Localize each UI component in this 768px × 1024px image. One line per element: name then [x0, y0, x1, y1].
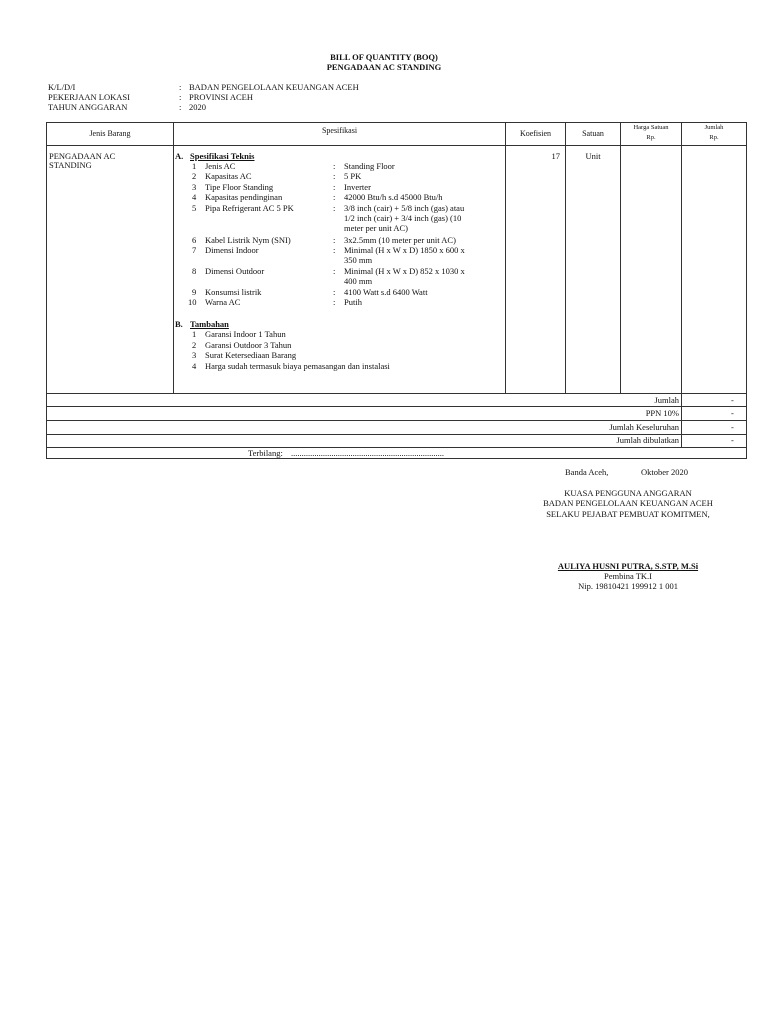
spec-name: Kapasitas pendinginan: [205, 192, 283, 202]
spec-name: Pipa Refrigerant AC 5 PK: [205, 203, 294, 213]
header-sep: :: [179, 102, 182, 112]
col-header-harga-unit: Rp.: [646, 134, 656, 141]
row-divider: [47, 420, 746, 421]
spec-sep: :: [333, 287, 336, 297]
spec-value: 4100 Watt s.d 6400 Watt: [344, 287, 428, 297]
spec-sep: :: [333, 182, 336, 192]
item-jenis-line2: STANDING: [49, 160, 92, 170]
spec-value-cont: 350 mm: [344, 255, 373, 265]
total-value-keseluruhan: -: [731, 422, 734, 432]
tambahan-text: Harga sudah termasuk biaya pemasangan dan instalasi: [205, 361, 390, 371]
col-divider: [681, 123, 682, 448]
item-jenis: PENGADAAN AC: [49, 151, 116, 161]
spec-name: Warna AC: [205, 297, 241, 307]
header-value-lokasi: PROVINSI ACEH: [189, 92, 253, 102]
spec-sep: :: [333, 203, 336, 213]
spec-value: 3/8 inch (cair) + 5/8 inch (gas) atau: [344, 203, 465, 213]
header-sep: :: [179, 82, 182, 92]
total-value-dibulatkan: -: [731, 435, 734, 445]
spec-name: Dimensi Indoor: [205, 245, 259, 255]
header-value-kldi: BADAN PENGELOLAAN KEUANGAN ACEH: [189, 82, 359, 92]
terbilang-label: Terbilang:: [248, 448, 283, 458]
total-label-ppn: PPN 10%: [645, 408, 679, 418]
tambahan-text: Surat Ketersediaan Barang: [205, 350, 297, 360]
spec-sep: :: [333, 161, 336, 171]
col-header-jenis: Jenis Barang: [89, 129, 131, 138]
spec-name: Kabel Listrik Nym (SNI): [205, 235, 291, 245]
signature-date: Oktober 2020: [641, 467, 688, 477]
spec-name: Kapasitas AC: [205, 171, 252, 181]
spec-sep: :: [333, 235, 336, 245]
spec-name: Dimensi Outdoor: [205, 266, 265, 276]
spec-sep: :: [333, 297, 336, 307]
total-value-ppn: -: [731, 408, 734, 418]
header-row-divider: [47, 145, 746, 146]
col-header-jumlah: Jumlah: [704, 124, 724, 131]
spec-value: 5 PK: [344, 171, 362, 181]
header-label-tahun: TAHUN ANGGARAN: [48, 102, 128, 112]
spec-name: Tipe Floor Standing: [205, 182, 274, 192]
spec-sep: :: [333, 245, 336, 255]
spec-value: Putih: [344, 297, 362, 307]
section-a-label: A.: [175, 151, 184, 161]
col-header-koefisien: Koefisien: [519, 129, 552, 138]
header-value-tahun: 2020: [189, 102, 206, 112]
spec-value-cont: meter per unit AC): [344, 223, 408, 233]
spec-no: 5: [192, 203, 197, 213]
spec-no: 10: [188, 297, 197, 307]
total-label-jumlah: Jumlah: [654, 395, 679, 405]
header-label-lokasi: PEKERJAAN LOKASI: [48, 92, 130, 102]
tambahan-text: Garansi Indoor 1 Tahun: [205, 329, 286, 339]
terbilang-value: ........................................................................: [291, 448, 444, 458]
col-header-jumlah-unit: Rp.: [709, 134, 719, 141]
spec-no: 1: [192, 161, 197, 171]
spec-name: Konsumsi listrik: [205, 287, 262, 297]
spec-no: 7: [192, 245, 197, 255]
tambahan-no: 4: [192, 361, 197, 371]
col-header-satuan: Satuan: [582, 129, 604, 138]
spec-value: 42000 Btu/h s.d 45000 Btu/h: [344, 192, 443, 202]
spec-no: 9: [192, 287, 197, 297]
spec-value-cont: 1/2 inch (cair) + 3/4 inch (gas) (10: [344, 213, 462, 223]
tambahan-no: 3: [192, 350, 197, 360]
total-label-dibulatkan: Jumlah dibulatkan: [616, 435, 679, 445]
total-value-jumlah: -: [731, 395, 734, 405]
spec-sep: :: [333, 171, 336, 181]
tambahan-no: 1: [192, 329, 197, 339]
signature-role-3: SELAKU PEJABAT PEMBUAT KOMITMEN,: [546, 509, 710, 519]
col-divider: [505, 123, 506, 393]
col-divider: [620, 123, 621, 393]
spec-no: 8: [192, 266, 197, 276]
header-label-kldi: K/L/D/I: [48, 82, 76, 92]
spec-value: Standing Floor: [344, 161, 395, 171]
section-b-title: Tambahan: [190, 319, 229, 329]
signature-place: Banda Aceh,: [565, 467, 609, 477]
section-b-label: B.: [175, 319, 183, 329]
item-satuan: Unit: [585, 151, 601, 161]
tambahan-text: Garansi Outdoor 3 Tahun: [205, 340, 292, 350]
signatory-name: AULIYA HUSNI PUTRA, S.STP, M.Si: [557, 561, 699, 571]
section-a-title: Spesifikasi Teknis: [190, 151, 255, 161]
spec-value: Minimal (H x W x D) 1850 x 600 x: [344, 245, 465, 255]
col-divider: [565, 123, 566, 393]
boq-table: [46, 122, 747, 459]
spec-name: Jenis AC: [205, 161, 236, 171]
total-label-keseluruhan: Jumlah Keseluruhan: [609, 422, 679, 432]
spec-sep: :: [333, 192, 336, 202]
document-subtitle: PENGADAAN AC STANDING: [326, 62, 442, 72]
signatory-nip: Nip. 19810421 199912 1 001: [578, 581, 678, 591]
row-divider: [47, 406, 746, 407]
spec-sep: :: [333, 266, 336, 276]
spec-value: 3x2.5mm (10 meter per unit AC): [344, 235, 456, 245]
col-header-harga: Harga Satuan: [633, 124, 669, 131]
item-koefisien: 17: [551, 151, 560, 161]
spec-value: Minimal (H x W x D) 852 x 1030 x: [344, 266, 465, 276]
header-sep: :: [179, 92, 182, 102]
signatory-rank: Pembina TK.I: [603, 571, 652, 581]
signature-role-2: BADAN PENGELOLAAN KEUANGAN ACEH: [543, 498, 713, 508]
col-divider: [173, 123, 174, 393]
spec-no: 6: [192, 235, 197, 245]
spec-value-cont: 400 mm: [344, 276, 373, 286]
signature-role-1: KUASA PENGGUNA ANGGARAN: [564, 488, 692, 498]
col-header-spesifikasi: Spesifikasi: [321, 126, 358, 135]
spec-no: 4: [192, 192, 197, 202]
spec-value: Inverter: [344, 182, 371, 192]
row-divider: [47, 393, 746, 394]
spec-no: 2: [192, 171, 197, 181]
document-title: BILL OF QUANTITY (BOQ): [330, 52, 438, 62]
tambahan-no: 2: [192, 340, 197, 350]
spec-no: 3: [192, 182, 197, 192]
